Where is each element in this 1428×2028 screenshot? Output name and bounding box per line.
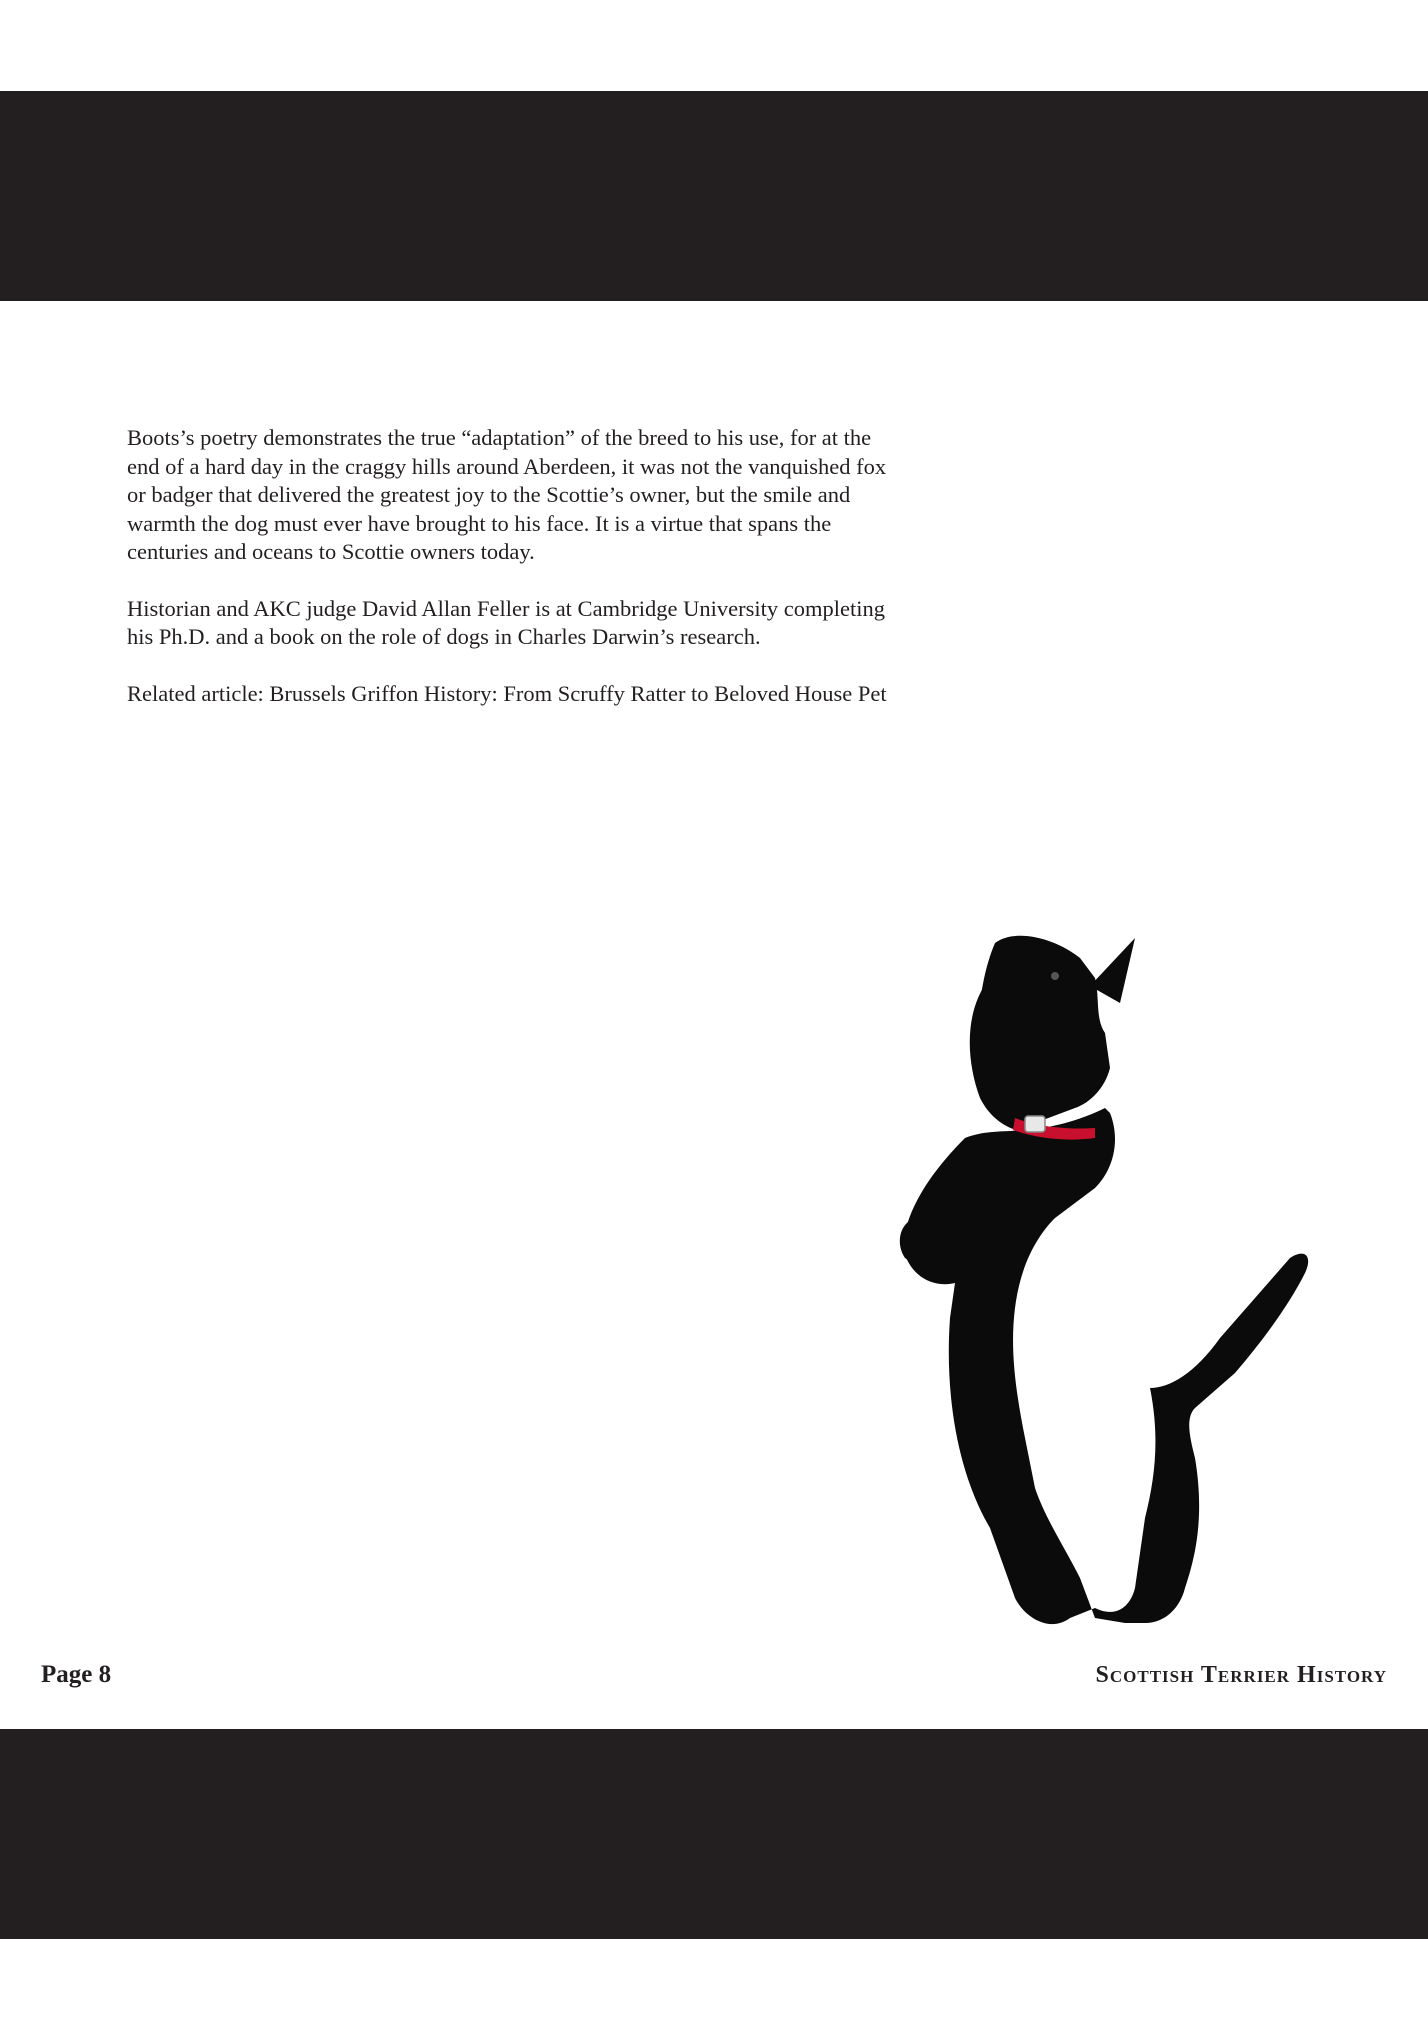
paragraph-author-bio: Historian and AKC judge David Allan Feller is at Cambridge University completing his Ph.D. and a book on the role of dogs in Charles Darwin’s research. [127,595,886,649]
bottom-black-band [0,1729,1428,1939]
paragraph-poetry: Boots’s poetry demonstrates the true “adaptation” of the breed to his use, for at the end of a hard day in the craggy hills around Aberdeen, it was not the vanquished fox or badger that delivered the greatest joy to the Scottie’s owner, but the smile and warmth the dog must ever have brought to his face. It is a virtue that spans the centuries and oceans to Scottie owners today. [127,425,887,564]
paragraph-related-article[interactable]: Related article: Brussels Griffon History: From Scruffy Ratter to Beloved House Pet [127,680,887,706]
page-number: Page 8 [41,1661,112,1688]
running-section-title: Scottish Terrier History [1095,1662,1387,1688]
top-black-band [0,91,1428,301]
scottish-terrier-photo [895,918,1335,1638]
article-body [127,424,907,736]
